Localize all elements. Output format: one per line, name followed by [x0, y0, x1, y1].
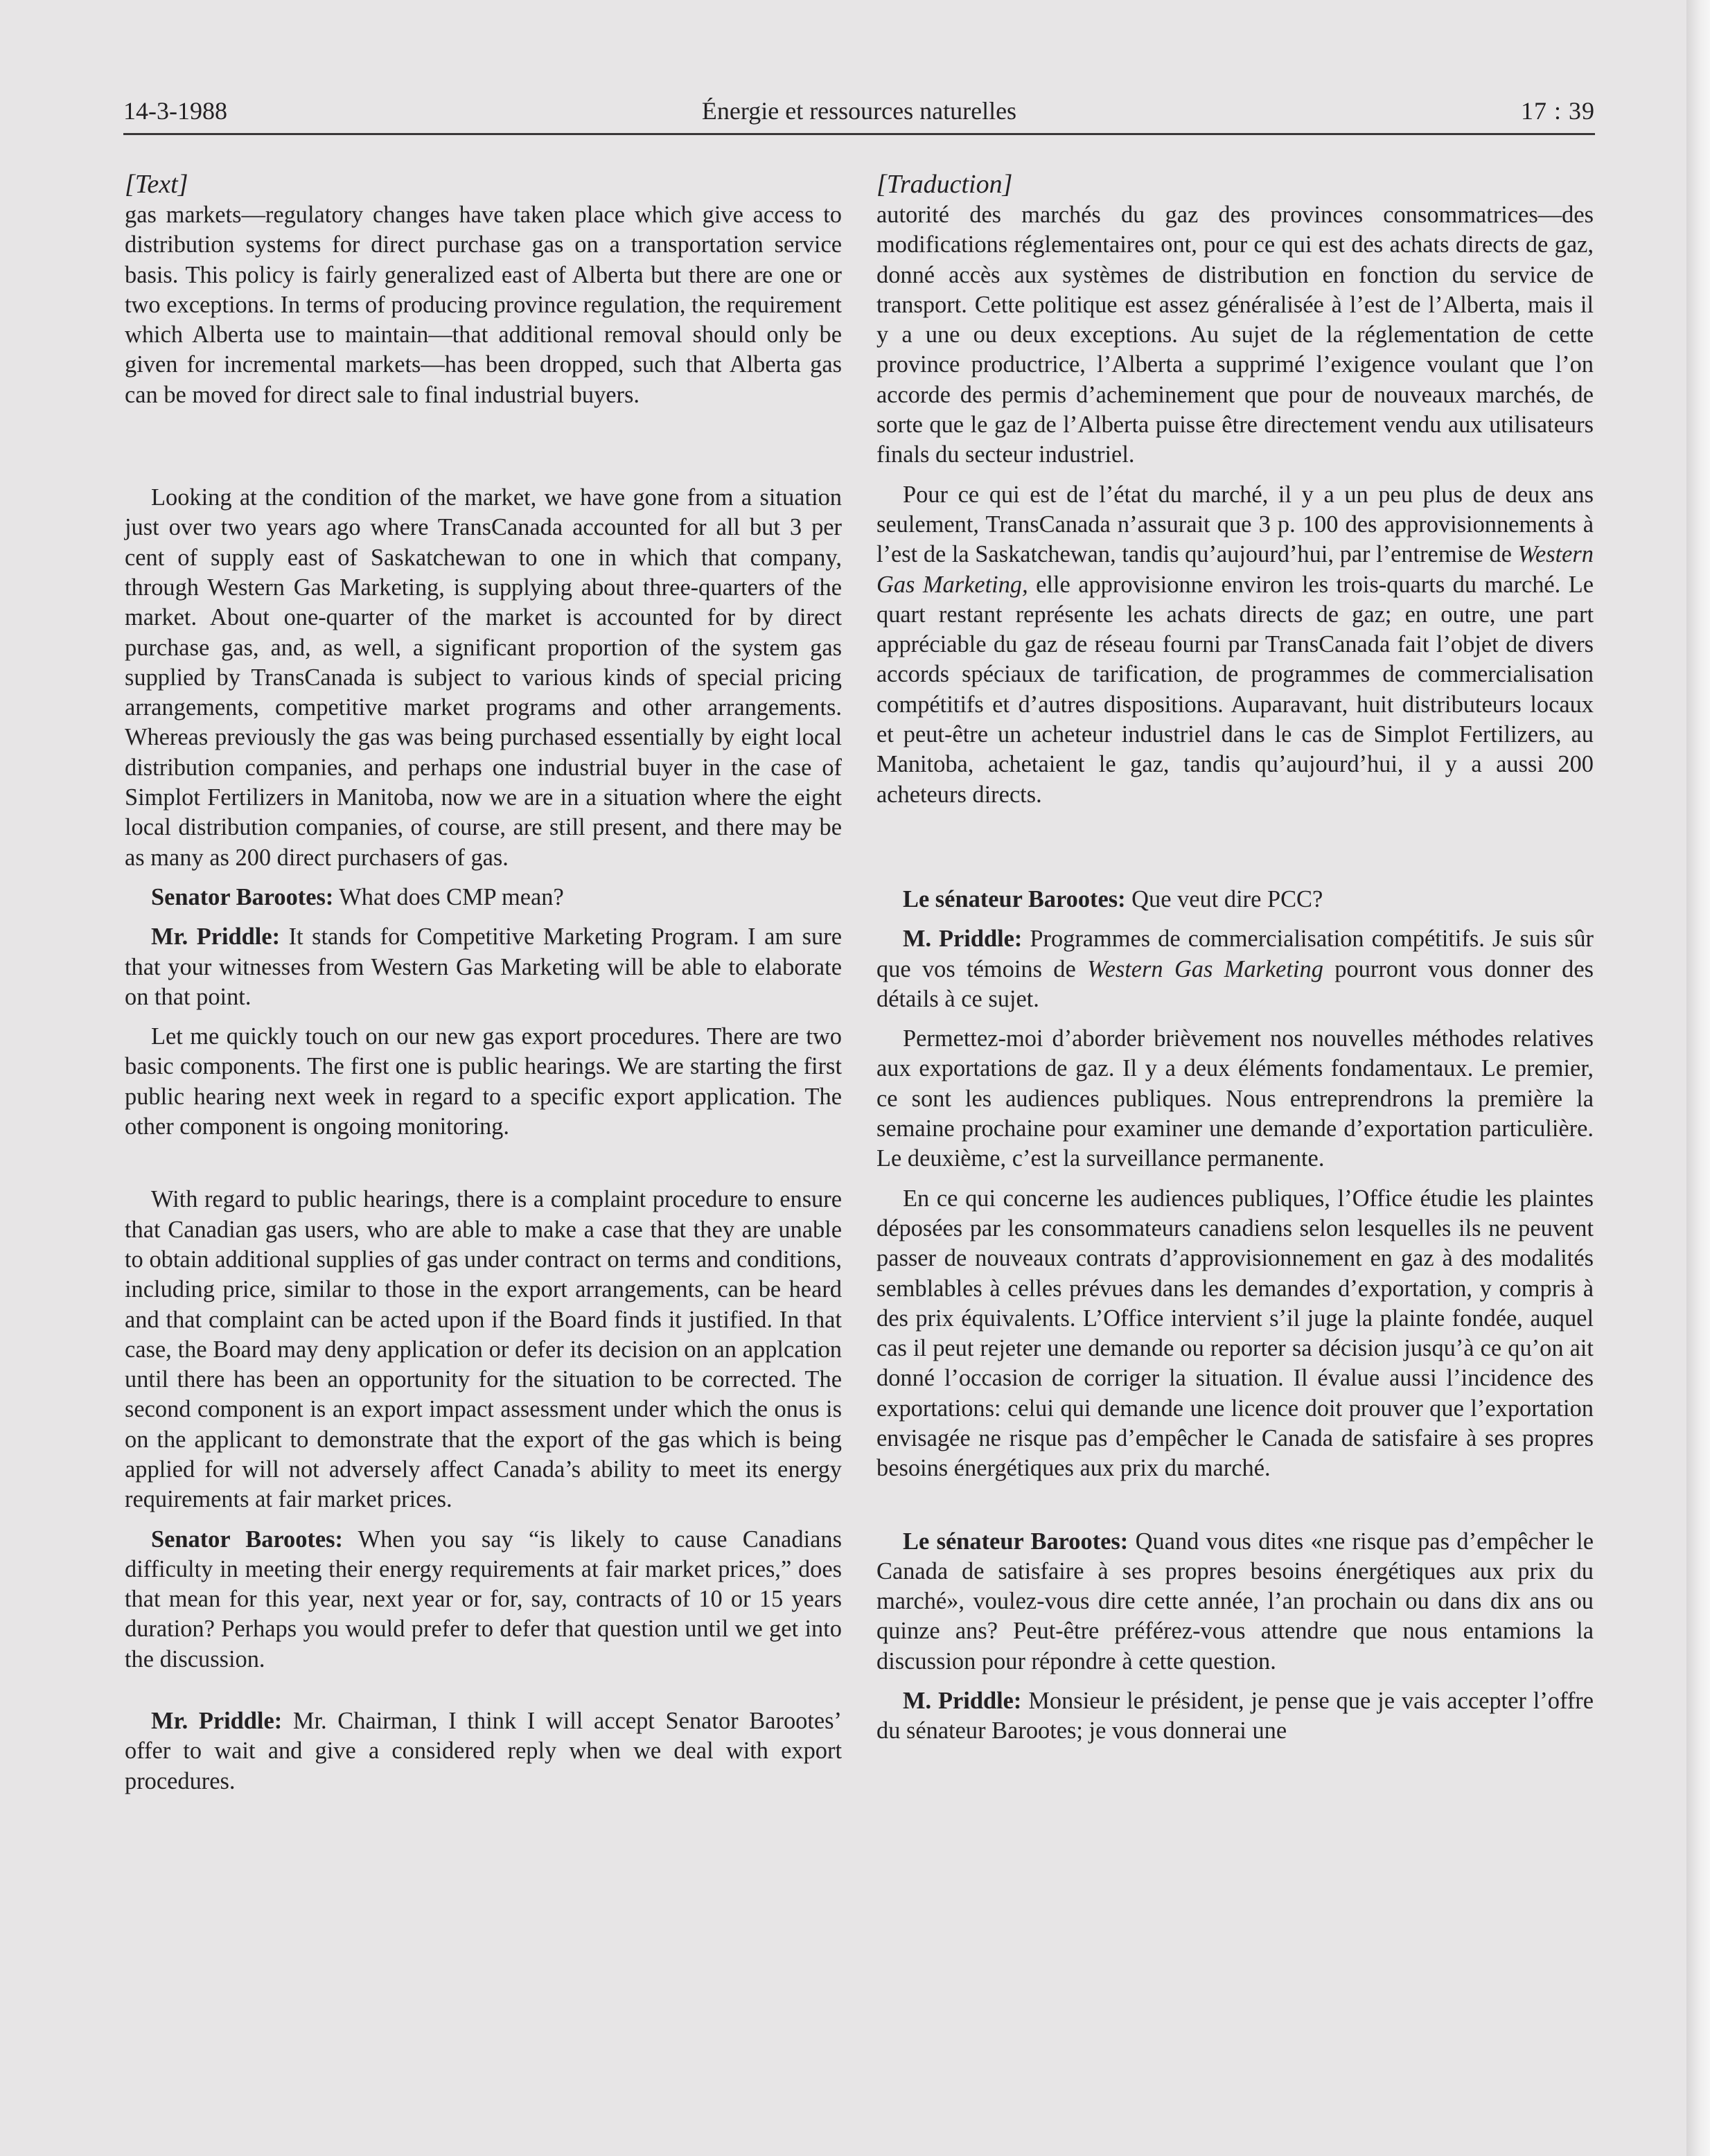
speech-text: What does CMP mean? [333, 883, 564, 910]
header-title: Énergie et ressources naturelles [701, 97, 1017, 125]
speech-paragraph [876, 885, 1594, 914]
speaker-name: Mr. Priddle: [151, 1708, 283, 1735]
french-column [876, 170, 1594, 1747]
paragraph: Looking at the condition of the market, we have gone from a situation just over two years ago where TransCanada accounted for all but 3 per cent of supply east of Saskatchewan to one in which that company, through Western Gas Marketing, is supplying about three-quarters of the market. About one-quarter of the market is accounted for by direct purchase gas, and, as well, a significant proportion of the system gas supplied by TransCanada is subject to various kinds of special pricing arrangements, competitive market programs and other arrangements. Whereas previously the gas was being purchased essentially by eight local distribution companies, and perhaps one industrial buyer in the case of Simplot Fertilizers in Manitoba, now we are in a situation where the eight local distribution companies, of course, are still present, and there may be as many as 200 direct purchasers of gas. [125, 484, 842, 871]
company-name: Western Gas Marketing [1087, 955, 1323, 982]
speech-paragraph [876, 1527, 1594, 1677]
speaker-name: Senator Barootes: [151, 1526, 343, 1553]
paragraph: With regard to public hearings, there is a complaint procedure to ensure that Canadian gas users, who are able to make a case that they are unable to obtain additional supplies of gas under contract on terms and conditions, including price, similar to those in the export arrangements, can be heard and that complaint can be acted upon if the Board finds it justified. In that case, the Board may deny application or defer its decision on an applcation until there has been an opportunity for the situation to be corrected. The second component is an export impact assessment under which the onus is on the applicant to demonstrate that the export of the gas which is being applied for will not adversely affect Canada’s ability to meet its energy requirements at fair market prices. [125, 1186, 842, 1513]
paragraph: gas markets—regulatory changes have taken place which give access to distribution systems for direct purchase gas on a transportation service basis. This policy is fairly generalized east of Alberta but there are one or two exceptions. In terms of producing province regulation, the requirement which Alberta use to maintain—that additional removal should only be given for incremental markets—has been dropped, such that Alberta gas can be moved for direct sale to final industrial buyers. [125, 202, 842, 408]
english-column [125, 170, 842, 1796]
speech-text: It stands for Competitive Marketing Program. I am sure that your witnesses from Western Gas Marketing will be able to elaborate on that point. [125, 924, 842, 1010]
page-edge [1686, 0, 1710, 2156]
speech-paragraph [125, 1525, 842, 1675]
company-name: Western Gas Marketing, [876, 541, 1594, 598]
speech-text: Que veut dire PCC? [1125, 885, 1323, 912]
paragraph: autorité des marchés du gaz des provinces consommatrices—des modifications réglementaires ont, pour ce qui est des achats directs de gaz, donné accès aux systèmes de distribution en fonction du service de transport. Cette politique est assez généralisée à l’est de l’Alberta, mais il y a une ou deux exceptions. Au sujet de la réglementation de cette province productrice, l’Alberta a supprimé l’exigence voulant que l’on accorde des permis d’acheminement que pour de nouveaux marchés, de sorte que le gaz de l’Alberta puisse être directement vendu aux utilisateurs finals du secteur industriel. [876, 202, 1594, 468]
speech-text: Quand vous dites «ne risque pas d’empêcher le Canada de satisfaire à ses propres besoins énergétiques aux prix du marché», voulez-vous dire cette année, l’an prochain ou dans dix ans ou quinze ans? Peut-être préférez-vous attendre que nous entamions la discussion pour répondre à cette question. [876, 1528, 1594, 1675]
speaker-name: Mr. Priddle: [151, 924, 281, 951]
speech-text: Mr. Chairman, I think I will accept Senator Barootes’ offer to wait and give a considered reply when we deal with export procedures. [125, 1708, 842, 1794]
paragraph: En ce qui concerne les audiences publiques, l’Office étudie les plaintes déposées par les consommateurs canadiens selon lesquelles ils ne peuvent passer de nouveaux contrats d’approvisionnement en gaz à des modalités semblables à celles prévues dans les demandes d’exportation, y compris à des prix équivalents. L’Office intervient s’il juge la plainte fondée, auquel cas il peut rejeter une demande ou reporter sa décision jusqu’à ce qu’on ait donné l’occasion de corriger la situation. Il évalue aussi l’incidence des exportations: celui qui demande une licence doit prouver que l’exportation envisagée ne risque pas d’empêcher le Canada de satisfaire à ses propres besoins énergétiques aux prix du marché. [876, 1185, 1594, 1482]
speaker-name: M. Priddle: [903, 926, 1023, 953]
paragraph-text: elle approvisionne environ les trois-quarts du marché. Le quart restant représente les achats directs de gaz; en outre, une part appréciable du gaz de réseau fourni par TransCanada fait l’objet de divers accords spéciaux de tarification, de programmes de commercialisation compétitifs et d’autres dispositions. Auparavant, huit distributeurs locaux et peut-être un acheteur industriel dans le cas de Simplot Fertilizers, au Manitoba, achetaient le gaz, tandis qu’aujourd’hui, il y a aussi 200 acheteurs directs. [876, 571, 1594, 808]
paragraph: Let me quickly touch on our new gas export procedures. There are two basic components. The first one is public hearings. We are starting the first public hearing next week in regard to a specific export application. The other component is ongoing monitoring. [125, 1023, 842, 1140]
paragraph-text: Pour ce qui est de l’état du marché, il y a un peu plus de deux ans seulement, TransCanada n’assurait que 3 p. 100 des approvisionnements à l’est de la Saskatchewan, tandis qu’aujourd’hui, par l’entremise de [876, 481, 1594, 568]
speech-paragraph [125, 883, 842, 912]
speaker-name: Senator Barootes: [151, 883, 334, 910]
column-label-text: [Text] [125, 170, 188, 199]
paragraph [876, 480, 1594, 810]
speaker-name: M. Priddle: [903, 1688, 1022, 1715]
column-label-traduction: [Traduction] [876, 170, 1013, 199]
speech-paragraph [125, 922, 842, 1012]
header-page-number: 17 : 39 [1520, 97, 1595, 125]
speech-paragraph [125, 1706, 842, 1796]
speech-text: When you say “is likely to cause Canadians difficulty in meeting their energy requirements at fair market prices,” does that mean for this year, next year or for, say, contracts of 10 or 15 years duration? Perhaps you would prefer to defer that question until we get into the discussion. [125, 1526, 842, 1672]
header-date: 14-3-1988 [123, 97, 227, 125]
speech-text: Programmes de commercialisation compétitifs. Je suis sûr que vos témoins de [876, 926, 1594, 982]
page-header [123, 91, 1595, 135]
speech-paragraph [876, 924, 1594, 1014]
speech-text: pourront vous donner des détails à ce sujet. [876, 955, 1594, 1012]
speaker-name: Le sénateur Barootes: [903, 1528, 1129, 1555]
speech-text: Monsieur le président, je pense que je vais accepter l’offre du sénateur Barootes; je vous donnerai une [876, 1688, 1594, 1744]
speaker-name: Le sénateur Barootes: [903, 885, 1126, 912]
speech-paragraph [876, 1686, 1594, 1747]
paragraph: Permettez-moi d’aborder brièvement nos nouvelles méthodes relatives aux exportations de gaz. Il y a deux éléments fondamentaux. Le premier, ce sont les audiences publiques. Nous entreprendrons la première la semaine prochaine pour examiner une demande d’exportation particulière. Le deuxième, c’est la surveillance permanente. [876, 1025, 1594, 1172]
